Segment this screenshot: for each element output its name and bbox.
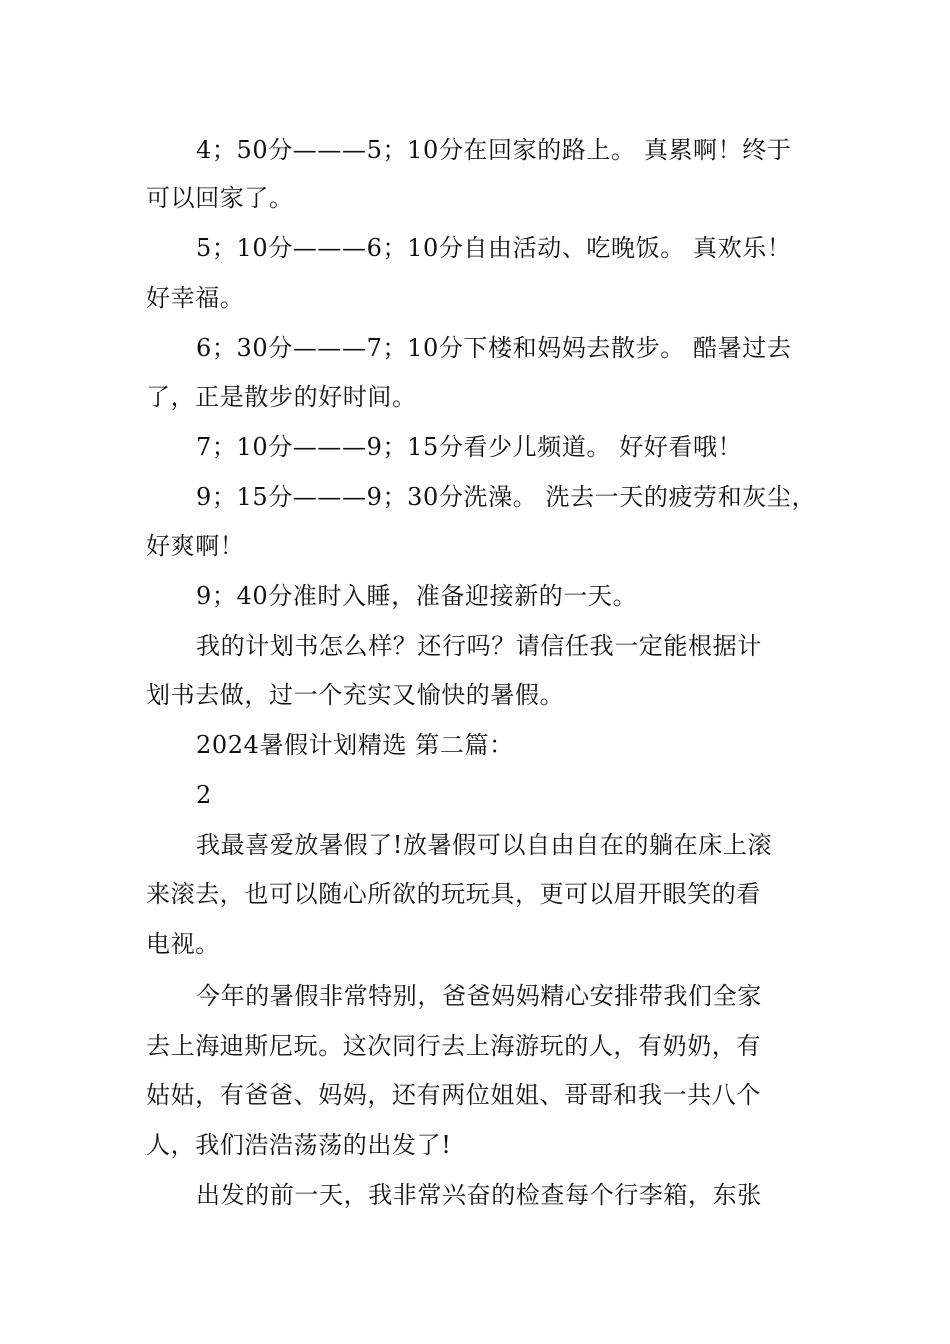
section-number: 2: [196, 781, 212, 809]
text-line: 9；40分准时入睡，准备迎接新的一天。: [196, 582, 638, 610]
text-line: 人，我们浩浩荡荡的出发了!: [146, 1131, 452, 1159]
text-line: 5；10分———6；10分自由活动、吃晚饭。 真欢乐！: [196, 234, 792, 262]
text-line: 我最喜爱放暑假了!放暑假可以自由自在的躺在床上滚: [196, 831, 773, 859]
text-line: 划书去做，过一个充实又愉快的暑假。: [146, 681, 565, 709]
text-line: 可以回家了。: [146, 184, 294, 212]
text-line: 9；15分———9；30分洗澡。 洗去一天的疲劳和灰尘，: [196, 483, 817, 511]
text-line: 6；30分———7；10分下楼和妈妈去散步。 酷暑过去: [196, 334, 792, 362]
text-line: 4；50分———5；10分在回家的路上。 真累啊！终于: [196, 136, 792, 164]
text-line: 出发的前一天，我非常兴奋的检查每个行李箱，东张: [196, 1181, 762, 1209]
text-line: 今年的暑假非常特别，爸爸妈妈精心安排带我们全家: [196, 982, 762, 1010]
text-line: 好爽啊！: [146, 532, 245, 560]
text-line: 姑姑，有爸爸、妈妈，还有两位姐姐、哥哥和我一共八个: [146, 1081, 761, 1109]
text-line: 7；10分———9；15分看少儿频道。 好好看哦！: [196, 433, 743, 461]
text-line: 来滚去，也可以随心所欲的玩玩具，更可以眉开眼笑的看: [146, 880, 761, 908]
text-line: 好幸福。: [146, 284, 245, 312]
text-line: 我的计划书怎么样？还行吗？请信任我一定能根据计: [196, 632, 762, 660]
text-line: 了，正是散步的好时间。: [146, 383, 417, 411]
text-line: 去上海迪斯尼玩。这次同行去上海游玩的人，有奶奶，有: [146, 1032, 761, 1060]
text-line: 电视。: [146, 930, 220, 958]
section-heading: 2024暑假计划精选 第二篇：: [196, 731, 514, 759]
